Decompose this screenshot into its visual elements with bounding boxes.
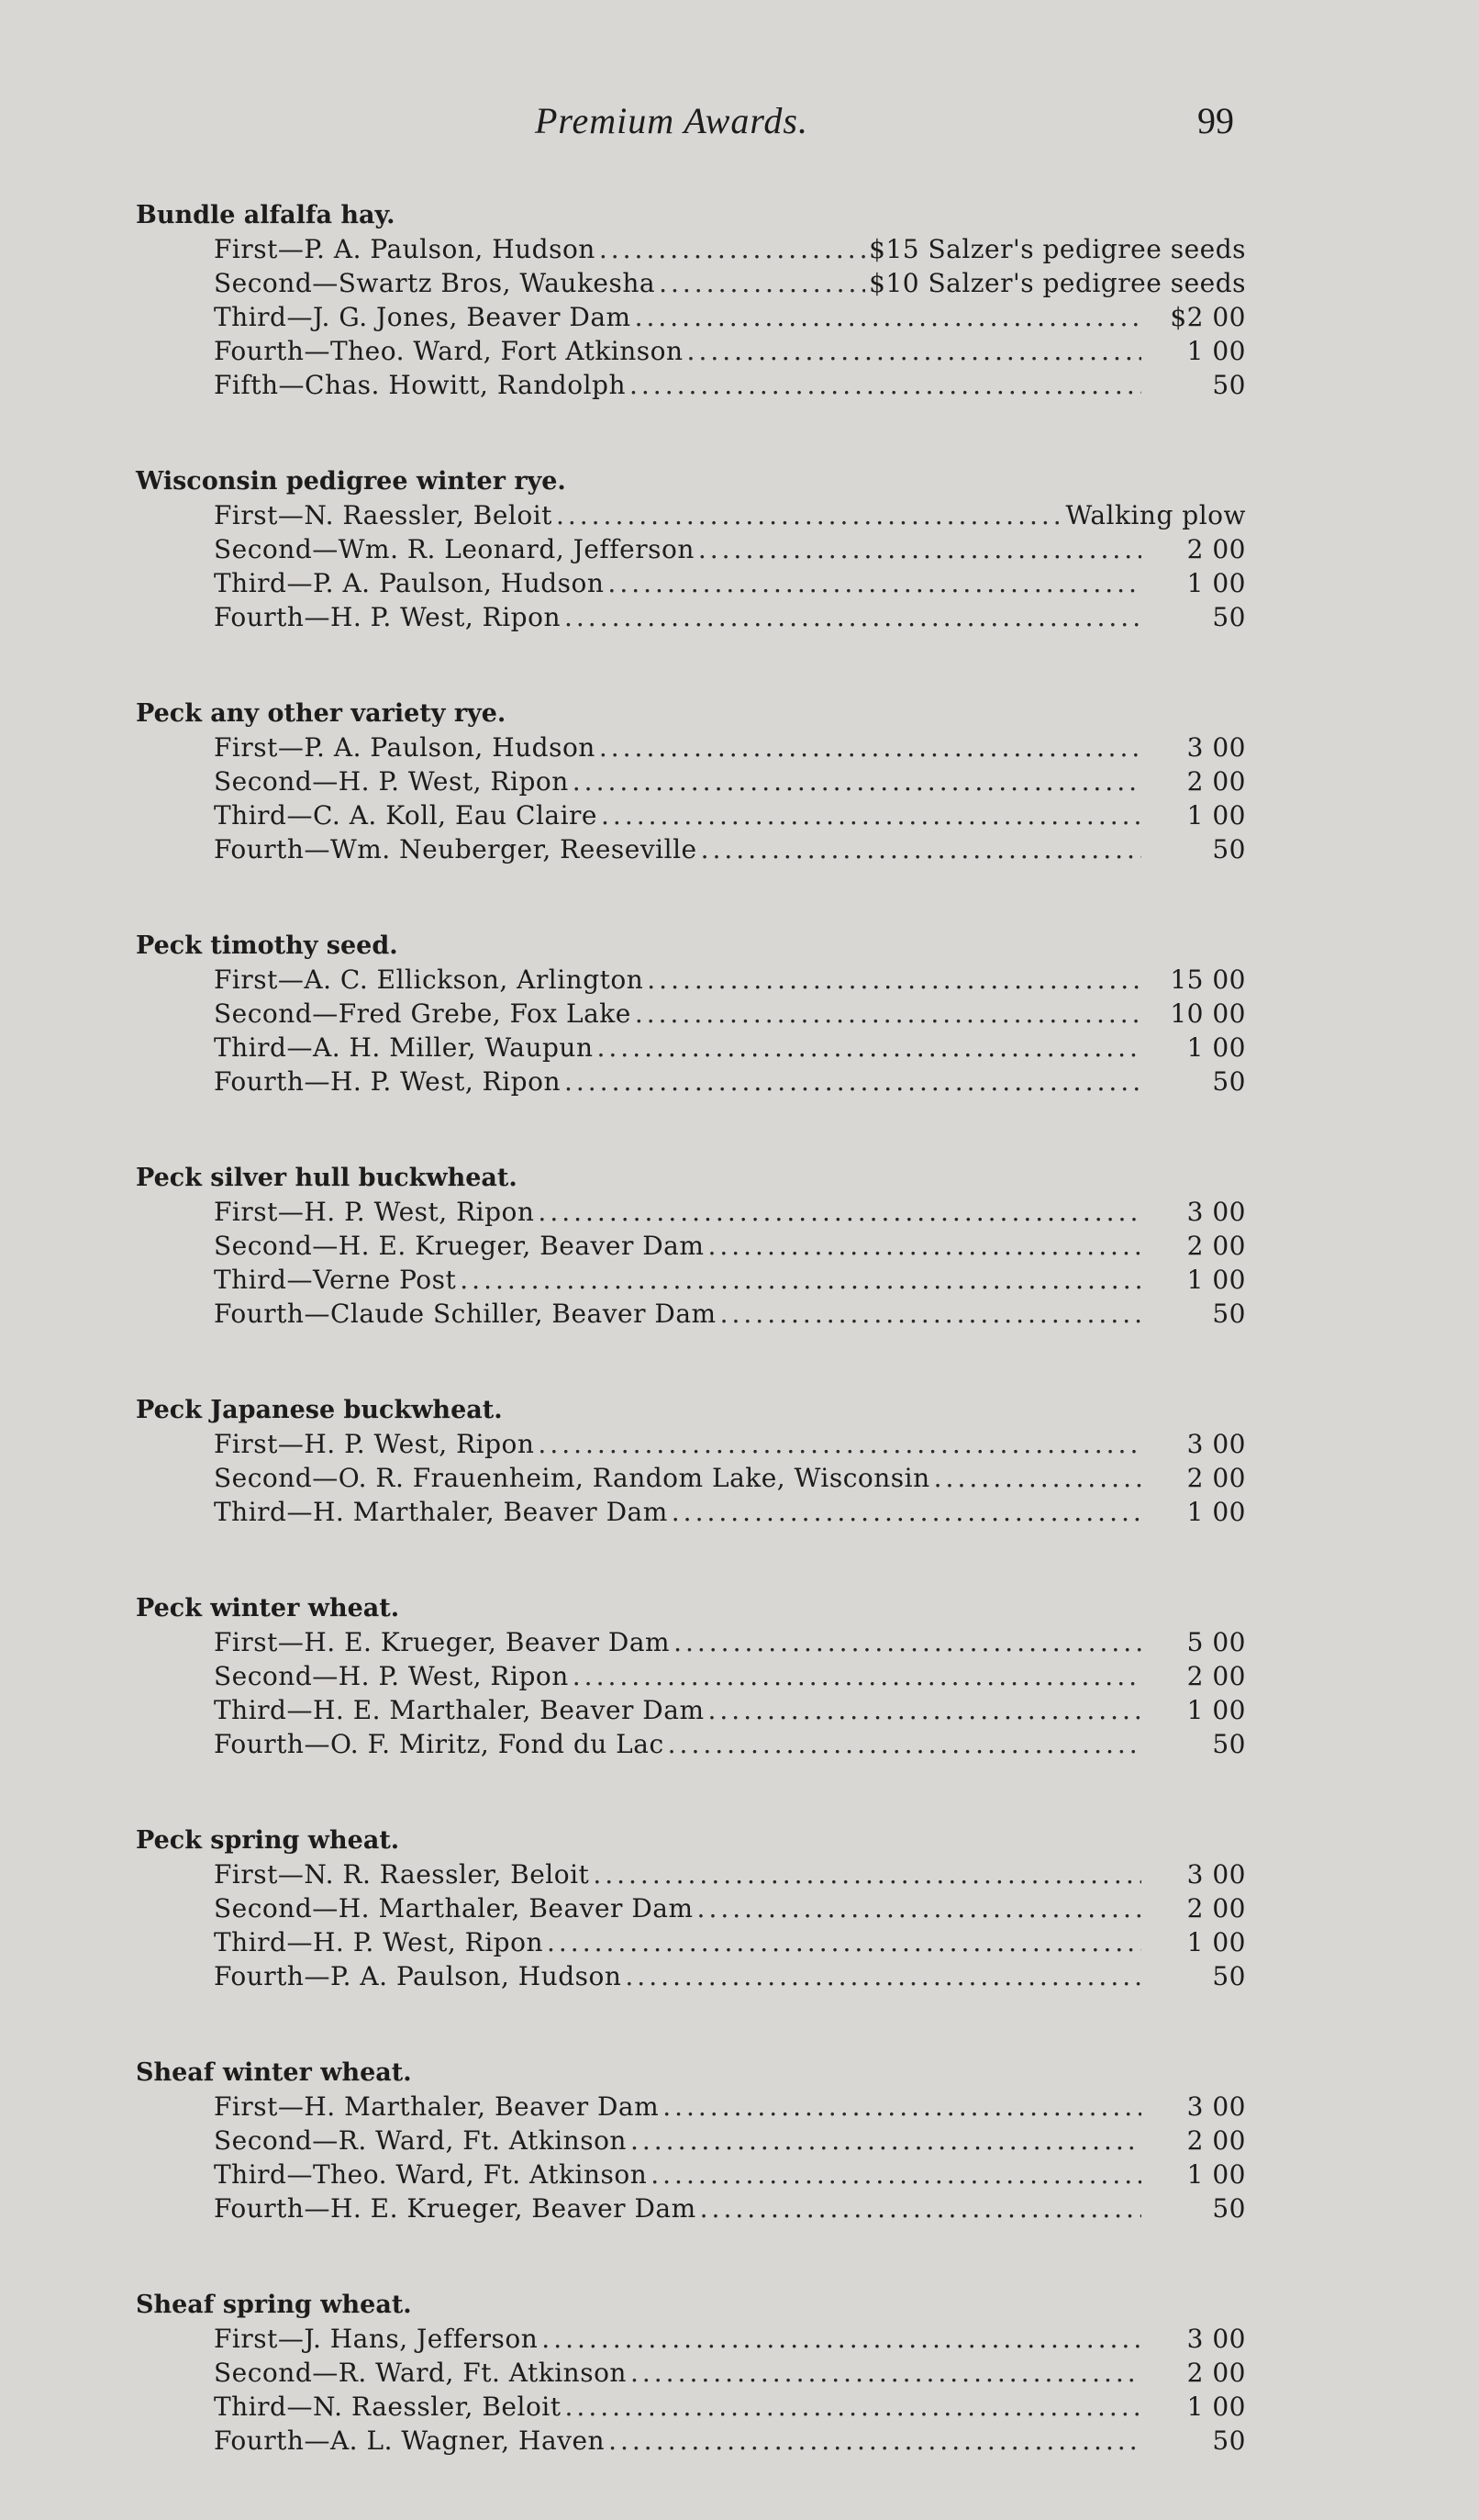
award-entry bbox=[214, 532, 1246, 566]
award-entry bbox=[214, 1959, 1246, 1993]
prize-amount: 50 bbox=[1212, 602, 1246, 632]
prize-amount: 3 00 bbox=[1186, 732, 1246, 763]
award-entry bbox=[214, 1625, 1246, 1659]
prize-amount: 1 00 bbox=[1186, 2392, 1246, 2422]
dot-leader bbox=[647, 963, 1141, 997]
winner-name: First—P. A. Paulson, Hudson bbox=[214, 732, 595, 763]
award-entry bbox=[214, 1659, 1246, 1693]
prize-amount: $2 00 bbox=[1170, 302, 1246, 332]
dot-leader bbox=[597, 1031, 1142, 1065]
prize-amount: 1 00 bbox=[1186, 2159, 1246, 2190]
award-entry bbox=[214, 2158, 1246, 2191]
winner-name: First—H. Marthaler, Beaver Dam bbox=[214, 2091, 660, 2122]
award-entry bbox=[214, 1891, 1246, 1925]
dot-leader bbox=[547, 1925, 1141, 1959]
prize-amount: 1 00 bbox=[1186, 1497, 1246, 1527]
dot-leader bbox=[565, 2390, 1141, 2424]
dot-leader bbox=[573, 764, 1141, 798]
prize-amount: $10 Salzer's pedigree seeds bbox=[869, 268, 1246, 298]
prize-amount: 2 00 bbox=[1186, 1661, 1246, 1691]
prize-amount: 5 00 bbox=[1186, 1627, 1246, 1657]
winner-name: Fourth—H. P. West, Ripon bbox=[214, 1066, 561, 1097]
award-entry bbox=[214, 232, 1246, 266]
winner-name: Second—O. R. Frauenheim, Random Lake, Wisconsin bbox=[214, 1463, 930, 1493]
award-entry bbox=[214, 2322, 1246, 2356]
dot-leader bbox=[629, 368, 1141, 402]
award-entry bbox=[214, 2090, 1246, 2124]
prize-amount: 50 bbox=[1212, 1961, 1246, 1991]
dot-leader bbox=[673, 1625, 1141, 1659]
prize-amount: 50 bbox=[1212, 834, 1246, 864]
dot-leader bbox=[707, 1229, 1141, 1263]
section-title: Peck winter wheat. bbox=[136, 1594, 400, 1622]
award-section bbox=[0, 929, 1479, 1098]
dot-leader bbox=[662, 2090, 1141, 2124]
winner-name: Second—H. E. Krueger, Beaver Dam bbox=[214, 1231, 705, 1261]
awards-list bbox=[0, 198, 1479, 2520]
section-title: Peck spring wheat. bbox=[136, 1826, 400, 1855]
winner-name: First—P. A. Paulson, Hudson bbox=[214, 234, 595, 264]
page-number: 99 bbox=[1197, 100, 1234, 141]
dot-leader bbox=[564, 1065, 1141, 1098]
award-entry bbox=[214, 1065, 1246, 1098]
winner-name: Third—H. Marthaler, Beaver Dam bbox=[214, 1497, 668, 1527]
award-entry bbox=[214, 334, 1246, 368]
award-entry bbox=[214, 498, 1246, 532]
winner-name: Second—Swartz Bros, Waukesha bbox=[214, 268, 656, 298]
winner-name: Second—R. Ward, Ft. Atkinson bbox=[214, 2125, 627, 2156]
prize-amount: 3 00 bbox=[1186, 1429, 1246, 1459]
award-entry bbox=[214, 1495, 1246, 1529]
page-header bbox=[0, 99, 1479, 154]
winner-name: Third—C. A. Koll, Eau Claire bbox=[214, 800, 598, 831]
prize-amount: 1 00 bbox=[1186, 1927, 1246, 1957]
dot-leader bbox=[630, 2356, 1141, 2390]
dot-leader bbox=[934, 1461, 1141, 1495]
section-title: Bundle alfalfa hay. bbox=[136, 201, 395, 229]
prize-amount: 2 00 bbox=[1186, 1893, 1246, 1923]
award-section bbox=[0, 1823, 1479, 1993]
winner-name: Third—Theo. Ward, Ft. Atkinson bbox=[214, 2159, 648, 2190]
dot-leader bbox=[700, 2191, 1141, 2225]
dot-leader bbox=[460, 1263, 1141, 1297]
prize-amount: 2 00 bbox=[1186, 2358, 1246, 2388]
prize-amount: 3 00 bbox=[1186, 2091, 1246, 2122]
dot-leader bbox=[668, 1727, 1141, 1761]
award-entry bbox=[214, 1229, 1246, 1263]
winner-name: Fourth—Wm. Neuberger, Reeseville bbox=[214, 834, 697, 864]
winner-name: Fourth—Theo. Ward, Fort Atkinson bbox=[214, 336, 684, 366]
prize-amount: Walking plow bbox=[1065, 500, 1246, 530]
winner-name: First—N. R. Raessler, Beloit bbox=[214, 1859, 590, 1890]
winner-name: Fourth—H. E. Krueger, Beaver Dam bbox=[214, 2193, 696, 2224]
award-section bbox=[0, 1161, 1479, 1331]
award-entry bbox=[214, 730, 1246, 764]
award-section bbox=[0, 464, 1479, 634]
award-entry bbox=[214, 1263, 1246, 1297]
prize-amount: 1 00 bbox=[1186, 1695, 1246, 1725]
winner-name: Third—Verne Post bbox=[214, 1265, 457, 1295]
prize-amount: 1 00 bbox=[1186, 800, 1246, 831]
award-entry bbox=[214, 1727, 1246, 1761]
winner-name: First—J. Hans, Jefferson bbox=[214, 2324, 539, 2354]
winner-name: Second—R. Ward, Ft. Atkinson bbox=[214, 2358, 627, 2388]
prize-amount: 3 00 bbox=[1186, 1197, 1246, 1227]
winner-name: Third—A. H. Miller, Waupun bbox=[214, 1032, 594, 1063]
award-entry bbox=[214, 764, 1246, 798]
winner-name: Second—Wm. R. Leonard, Jefferson bbox=[214, 534, 695, 564]
award-entry bbox=[214, 1297, 1246, 1331]
award-section bbox=[0, 2288, 1479, 2458]
award-section bbox=[0, 2056, 1479, 2225]
dot-leader bbox=[635, 997, 1141, 1031]
dot-leader bbox=[630, 2124, 1141, 2158]
award-entry bbox=[214, 997, 1246, 1031]
section-title: Sheaf spring wheat. bbox=[136, 2291, 412, 2319]
dot-leader bbox=[625, 1959, 1141, 1993]
prize-amount: 3 00 bbox=[1186, 2324, 1246, 2354]
winner-name: Fourth—P. A. Paulson, Hudson bbox=[214, 1961, 622, 1991]
prize-amount: 2 00 bbox=[1186, 534, 1246, 564]
dot-leader bbox=[538, 1195, 1141, 1229]
dot-leader bbox=[607, 566, 1141, 600]
prize-amount: $15 Salzer's pedigree seeds bbox=[869, 234, 1246, 264]
award-entry bbox=[214, 600, 1246, 634]
prize-amount: 15 00 bbox=[1170, 965, 1246, 995]
prize-amount: 2 00 bbox=[1186, 1463, 1246, 1493]
section-title: Sheaf winter wheat. bbox=[136, 2058, 412, 2087]
award-entry bbox=[214, 300, 1246, 334]
section-title: Peck any other variety rye. bbox=[136, 699, 506, 728]
winner-name: First—H. E. Krueger, Beaver Dam bbox=[214, 1627, 671, 1657]
award-entry bbox=[214, 1427, 1246, 1461]
dot-leader bbox=[593, 1857, 1141, 1891]
winner-name: First—N. Raessler, Beloit bbox=[214, 500, 552, 530]
prize-amount: 10 00 bbox=[1170, 998, 1246, 1029]
dot-leader bbox=[573, 1659, 1141, 1693]
winner-name: Fifth—Chas. Howitt, Randolph bbox=[214, 370, 626, 400]
dot-leader bbox=[672, 1495, 1141, 1529]
prize-amount: 50 bbox=[1212, 1299, 1246, 1329]
award-entry bbox=[214, 963, 1246, 997]
award-entry bbox=[214, 266, 1246, 300]
running-title: Premium Awards. bbox=[535, 100, 808, 141]
award-section bbox=[0, 697, 1479, 866]
winner-name: Third—H. P. West, Ripon bbox=[214, 1927, 543, 1957]
winner-name: Third—H. E. Marthaler, Beaver Dam bbox=[214, 1695, 705, 1725]
prize-amount: 2 00 bbox=[1186, 766, 1246, 797]
winner-name: Fourth—H. P. West, Ripon bbox=[214, 602, 561, 632]
prize-amount: 50 bbox=[1212, 370, 1246, 400]
winner-name: First—H. P. West, Ripon bbox=[214, 1429, 535, 1459]
award-entry bbox=[214, 798, 1246, 832]
dot-leader bbox=[599, 232, 865, 266]
award-entry bbox=[214, 1461, 1246, 1495]
prize-amount: 1 00 bbox=[1186, 1265, 1246, 1295]
dot-leader bbox=[635, 300, 1141, 334]
dot-leader bbox=[720, 1297, 1141, 1331]
dot-leader bbox=[541, 2322, 1141, 2356]
dot-leader bbox=[608, 2424, 1141, 2458]
prize-amount: 2 00 bbox=[1186, 2125, 1246, 2156]
dot-leader bbox=[687, 334, 1141, 368]
award-entry bbox=[214, 2124, 1246, 2158]
award-entry bbox=[214, 1031, 1246, 1065]
winner-name: Second—H. P. West, Ripon bbox=[214, 766, 569, 797]
award-entry bbox=[214, 368, 1246, 402]
award-entry bbox=[214, 1693, 1246, 1727]
dot-leader bbox=[697, 1891, 1141, 1925]
dot-leader bbox=[659, 266, 865, 300]
dot-leader bbox=[538, 1427, 1141, 1461]
award-section bbox=[0, 1591, 1479, 1761]
winner-name: First—A. C. Ellickson, Arlington bbox=[214, 965, 644, 995]
section-title: Wisconsin pedigree winter rye. bbox=[136, 467, 566, 496]
winner-name: Fourth—O. F. Miritz, Fond du Lac bbox=[214, 1729, 664, 1759]
dot-leader bbox=[601, 798, 1141, 832]
award-entry bbox=[214, 832, 1246, 866]
prize-amount: 50 bbox=[1212, 1729, 1246, 1759]
section-title: Peck Japanese buckwheat. bbox=[136, 1396, 503, 1424]
award-entry bbox=[214, 2356, 1246, 2390]
prize-amount: 1 00 bbox=[1186, 336, 1246, 366]
winner-name: Second—Fred Grebe, Fox Lake bbox=[214, 998, 631, 1029]
award-entry bbox=[214, 566, 1246, 600]
prize-amount: 2 00 bbox=[1186, 1231, 1246, 1261]
winner-name: First—H. P. West, Ripon bbox=[214, 1197, 535, 1227]
dot-leader bbox=[651, 2158, 1141, 2191]
prize-amount: 1 00 bbox=[1186, 1032, 1246, 1063]
dot-leader bbox=[698, 532, 1141, 566]
award-entry bbox=[214, 1857, 1246, 1891]
award-entry bbox=[214, 2390, 1246, 2424]
winner-name: Third—J. G. Jones, Beaver Dam bbox=[214, 302, 631, 332]
award-entry bbox=[214, 2191, 1246, 2225]
section-title: Peck timothy seed. bbox=[136, 931, 398, 960]
winner-name: Fourth—A. L. Wagner, Haven bbox=[214, 2425, 606, 2456]
dot-leader bbox=[564, 600, 1141, 634]
award-section bbox=[0, 1393, 1479, 1529]
prize-amount: 50 bbox=[1212, 2425, 1246, 2456]
winner-name: Third—N. Raessler, Beloit bbox=[214, 2392, 562, 2422]
prize-amount: 50 bbox=[1212, 2193, 1246, 2224]
winner-name: Third—P. A. Paulson, Hudson bbox=[214, 568, 605, 598]
winner-name: Fourth—Claude Schiller, Beaver Dam bbox=[214, 1299, 717, 1329]
section-title: Peck silver hull buckwheat. bbox=[136, 1164, 517, 1192]
prize-amount: 3 00 bbox=[1186, 1859, 1246, 1890]
award-entry bbox=[214, 1925, 1246, 1959]
prize-amount: 50 bbox=[1212, 1066, 1246, 1097]
dot-leader bbox=[708, 1693, 1142, 1727]
award-section bbox=[0, 198, 1479, 402]
award-entry bbox=[214, 1195, 1246, 1229]
dot-leader bbox=[599, 730, 1141, 764]
dot-leader bbox=[556, 498, 1062, 532]
winner-name: Second—H. P. West, Ripon bbox=[214, 1661, 569, 1691]
award-entry bbox=[214, 2424, 1246, 2458]
winner-name: Second—H. Marthaler, Beaver Dam bbox=[214, 1893, 694, 1923]
dot-leader bbox=[701, 832, 1141, 866]
prize-amount: 1 00 bbox=[1186, 568, 1246, 598]
